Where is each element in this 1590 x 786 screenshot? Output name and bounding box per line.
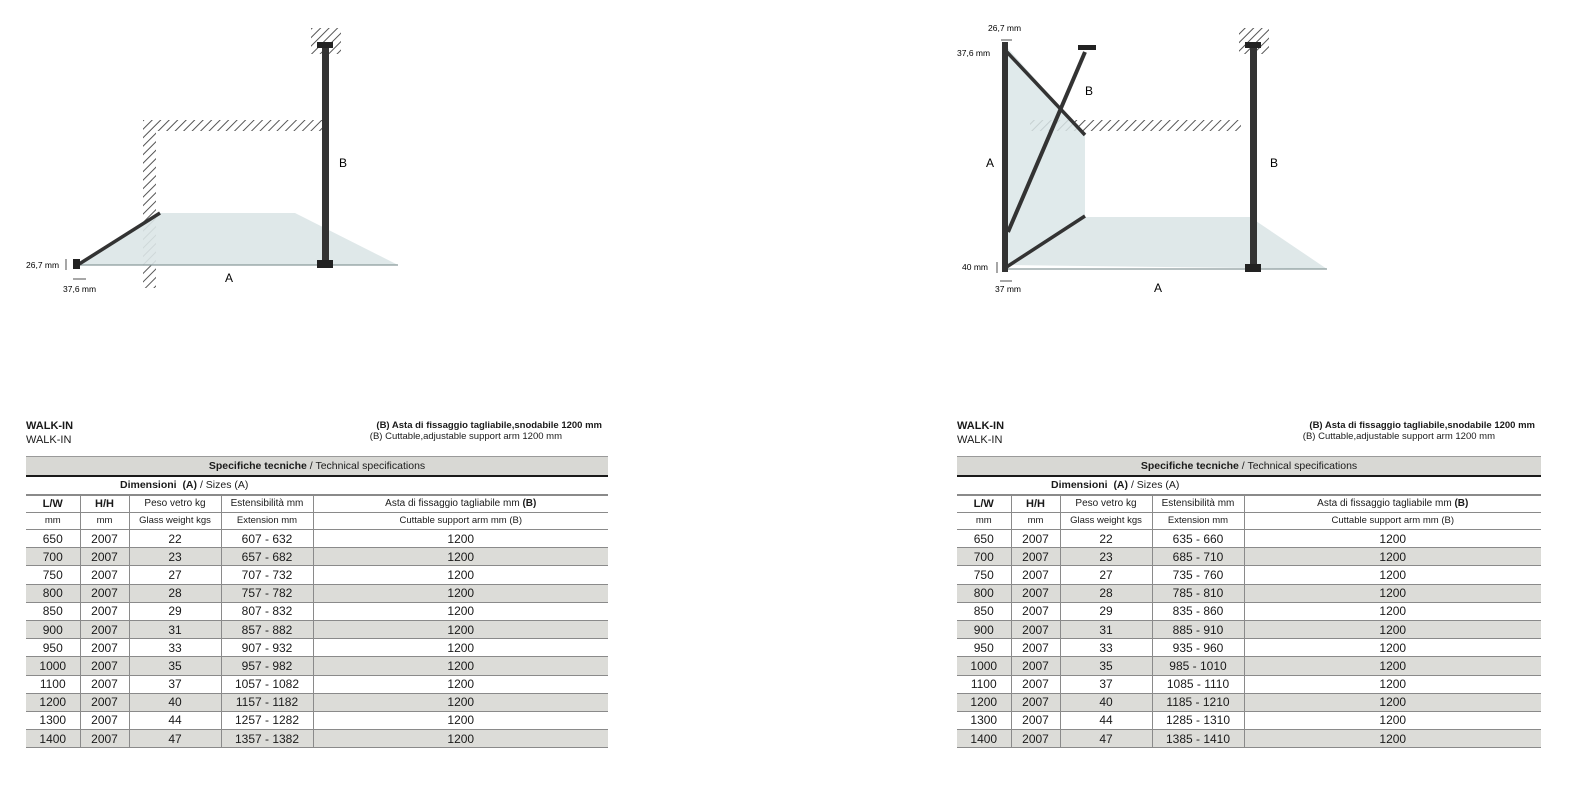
width-cell: 1200 [957, 693, 1011, 711]
glass-weight-cell: 47 [1060, 730, 1152, 748]
right-vertical-rod [1250, 48, 1257, 266]
glass-weight-cell: 37 [1060, 675, 1152, 693]
width-cell: 1000 [26, 657, 80, 675]
glass-weight-cell: 40 [129, 693, 221, 711]
support-arm-cell: 1200 [1244, 530, 1541, 548]
support-arm-cell: 1200 [313, 620, 608, 638]
table-row [26, 639, 608, 657]
width-cell: 1400 [957, 730, 1011, 748]
extension-cell: 885 - 910 [1152, 620, 1244, 638]
table-row [957, 675, 1541, 693]
sizes-title-it: Dimensioni [120, 479, 177, 491]
height-cell: 2007 [1011, 711, 1060, 729]
table-subheader-row [26, 513, 608, 530]
support-arm-cell: 1200 [1244, 584, 1541, 602]
width-cell: 950 [957, 639, 1011, 657]
left-dim-width: 37,6 mm [63, 284, 97, 294]
arm-note-it: (B) Asta di fissaggio tagliabile,snodabile 1200 mm [376, 420, 602, 431]
left-rod-top-mount [317, 42, 333, 48]
sizes-title [957, 477, 1541, 495]
spec-table-body [26, 496, 608, 748]
height-cell: 2007 [1011, 602, 1060, 620]
glass-weight-cell: 31 [1060, 620, 1152, 638]
extension-cell: 1285 - 1310 [1152, 711, 1244, 729]
table-row [26, 602, 608, 620]
right-label-b-diag: B [1085, 84, 1094, 98]
header-cell: H/H [80, 496, 129, 513]
diagram-right [950, 0, 1350, 310]
sizes-title-it: Dimensioni [1051, 479, 1108, 491]
extension-cell: 907 - 932 [221, 639, 313, 657]
height-cell: 2007 [80, 620, 129, 638]
width-cell: 750 [957, 566, 1011, 584]
width-cell: 700 [26, 548, 80, 566]
left-rod-base-clamp [317, 260, 333, 268]
glass-weight-cell: 33 [129, 639, 221, 657]
glass-weight-cell: 22 [129, 530, 221, 548]
subheader-cell: mm [80, 513, 129, 530]
extension-cell: 757 - 782 [221, 584, 313, 602]
right-dim-bottom-height: 40 mm [962, 262, 988, 272]
support-arm-cell: 1200 [313, 584, 608, 602]
header-cell [313, 496, 608, 513]
extension-cell: 807 - 832 [221, 602, 313, 620]
right-rod-base-clamp [1245, 264, 1261, 272]
sizes-title-a: (A) [182, 479, 198, 491]
product-title-en: WALK-IN [26, 434, 72, 446]
support-arm-cell: 1200 [1244, 693, 1541, 711]
glass-weight-cell: 47 [129, 730, 221, 748]
header-cell: Estensibilità mm [221, 496, 313, 513]
height-cell: 2007 [80, 675, 129, 693]
spec-title-it: Specifiche tecniche [208, 460, 307, 472]
right-label-b-right: B [1270, 156, 1279, 170]
height-cell: 2007 [1011, 730, 1060, 748]
diagram-left [0, 0, 460, 310]
width-cell: 850 [957, 602, 1011, 620]
right-arm-top-mount [1078, 45, 1096, 50]
right-rod-top-mount [1245, 42, 1261, 48]
width-cell: 700 [957, 548, 1011, 566]
table-row [26, 566, 608, 584]
height-cell: 2007 [1011, 530, 1060, 548]
arm-note-en: (B) Cuttable,adjustable support arm 1200 mm [369, 431, 562, 442]
support-arm-cell: 1200 [313, 639, 608, 657]
width-cell: 1400 [26, 730, 80, 748]
table-subheader-row [957, 513, 1541, 530]
height-cell: 2007 [1011, 584, 1060, 602]
width-cell: 1000 [957, 657, 1011, 675]
glass-weight-cell: 27 [129, 566, 221, 584]
table-row [26, 711, 608, 729]
extension-cell: 707 - 732 [221, 566, 313, 584]
sizes-title-en: / Sizes (A) [199, 479, 249, 491]
right-dim-top-height: 37,6 mm [957, 48, 991, 58]
width-cell: 1100 [957, 675, 1011, 693]
table-row [957, 730, 1541, 748]
panel-header [26, 418, 608, 456]
glass-weight-cell: 35 [129, 657, 221, 675]
support-arm-cell: 1200 [313, 675, 608, 693]
table-row [26, 730, 608, 748]
product-title-it: WALK-IN [957, 420, 1005, 432]
subheader-cell: mm [26, 513, 80, 530]
glass-weight-cell: 29 [129, 602, 221, 620]
height-cell: 2007 [80, 566, 129, 584]
subheader-cell: Cuttable support arm mm (B) [1244, 513, 1541, 530]
extension-cell: 735 - 760 [1152, 566, 1244, 584]
height-cell: 2007 [80, 639, 129, 657]
spec-table [957, 495, 1541, 748]
extension-cell: 835 - 860 [1152, 602, 1244, 620]
support-arm-cell: 1200 [313, 657, 608, 675]
extension-cell: 1257 - 1282 [221, 711, 313, 729]
extension-cell: 1357 - 1382 [221, 730, 313, 748]
glass-weight-cell: 23 [1060, 548, 1152, 566]
glass-weight-cell: 22 [1060, 530, 1152, 548]
support-arm-cell: 1200 [1244, 620, 1541, 638]
support-arm-cell: 1200 [313, 566, 608, 584]
sizes-title-a: (A) [1113, 479, 1129, 491]
spec-title-en: / Technical specifications [1241, 460, 1358, 472]
support-arm-cell: 1200 [1244, 602, 1541, 620]
table-row [957, 602, 1541, 620]
table-row [26, 620, 608, 638]
glass-weight-cell: 28 [1060, 584, 1152, 602]
right-wall-profile [1002, 42, 1008, 272]
height-cell: 2007 [1011, 566, 1060, 584]
width-cell: 1100 [26, 675, 80, 693]
header-cell-text: Asta di fissaggio tagliabile mm [1317, 498, 1452, 509]
support-arm-cell: 1200 [313, 730, 608, 748]
subheader-cell: mm [1011, 513, 1060, 530]
table-row [26, 657, 608, 675]
header-cell: L/W [26, 496, 80, 513]
width-cell: 900 [26, 620, 80, 638]
table-row [26, 693, 608, 711]
header-cell-b: (B) [1454, 498, 1469, 509]
table-row [957, 584, 1541, 602]
height-cell: 2007 [80, 530, 129, 548]
spec-table-body [957, 496, 1541, 748]
left-wall-bracket [73, 259, 80, 269]
table-row [957, 711, 1541, 729]
support-arm-cell: 1200 [1244, 675, 1541, 693]
product-title-it: WALK-IN [26, 420, 74, 432]
support-arm-cell: 1200 [313, 693, 608, 711]
right-label-a-side: A [986, 156, 995, 170]
height-cell: 2007 [1011, 639, 1060, 657]
right-dim-bottom-width: 37 mm [995, 284, 1021, 294]
extension-cell: 1385 - 1410 [1152, 730, 1244, 748]
support-arm-cell: 1200 [1244, 548, 1541, 566]
extension-cell: 685 - 710 [1152, 548, 1244, 566]
extension-cell: 1185 - 1210 [1152, 693, 1244, 711]
header-cell: H/H [1011, 496, 1060, 513]
header-cell-b: (B) [522, 498, 537, 509]
width-cell: 900 [957, 620, 1011, 638]
height-cell: 2007 [1011, 675, 1060, 693]
subheader-cell: Extension mm [221, 513, 313, 530]
glass-weight-cell: 37 [129, 675, 221, 693]
left-label-a: A [225, 271, 234, 285]
left-vertical-rod [322, 48, 329, 262]
support-arm-cell: 1200 [1244, 566, 1541, 584]
support-arm-cell: 1200 [313, 602, 608, 620]
header-cell: Peso vetro kg [129, 496, 221, 513]
sizes-title [26, 477, 608, 495]
width-cell: 1300 [26, 711, 80, 729]
right-label-a-bottom: A [1154, 281, 1163, 295]
height-cell: 2007 [80, 657, 129, 675]
glass-weight-cell: 35 [1060, 657, 1152, 675]
spec-title-en: / Technical specifications [309, 460, 426, 472]
width-cell: 950 [26, 639, 80, 657]
support-arm-cell: 1200 [1244, 657, 1541, 675]
width-cell: 650 [957, 530, 1011, 548]
panel-header [957, 418, 1541, 456]
header-cell [1244, 496, 1541, 513]
support-arm-cell: 1200 [313, 548, 608, 566]
table-row [26, 548, 608, 566]
left-dim-height: 26,7 mm [26, 260, 60, 270]
glass-weight-cell: 40 [1060, 693, 1152, 711]
subheader-cell: Extension mm [1152, 513, 1244, 530]
glass-weight-cell: 28 [129, 584, 221, 602]
table-row [957, 530, 1541, 548]
table-row [957, 548, 1541, 566]
extension-cell: 1157 - 1182 [221, 693, 313, 711]
table-row [26, 675, 608, 693]
table-row [957, 620, 1541, 638]
extension-cell: 1085 - 1110 [1152, 675, 1244, 693]
glass-weight-cell: 27 [1060, 566, 1152, 584]
glass-weight-cell: 29 [1060, 602, 1152, 620]
table-header-row [957, 496, 1541, 513]
arm-note-en: (B) Cuttable,adjustable support arm 1200 mm [1302, 431, 1495, 442]
spec-title-it: Specifiche tecniche [1140, 460, 1239, 472]
extension-cell: 657 - 682 [221, 548, 313, 566]
subheader-cell: mm [957, 513, 1011, 530]
sizes-title-en: / Sizes (A) [1130, 479, 1180, 491]
width-cell: 1300 [957, 711, 1011, 729]
spec-panel-left [26, 418, 608, 748]
support-arm-cell: 1200 [313, 530, 608, 548]
arm-note-it: (B) Asta di fissaggio tagliabile,snodabile 1200 mm [1309, 420, 1535, 431]
table-row [957, 639, 1541, 657]
height-cell: 2007 [80, 602, 129, 620]
height-cell: 2007 [80, 693, 129, 711]
height-cell: 2007 [1011, 657, 1060, 675]
width-cell: 850 [26, 602, 80, 620]
left-glass-panel [76, 213, 398, 265]
support-arm-cell: 1200 [1244, 711, 1541, 729]
height-cell: 2007 [1011, 620, 1060, 638]
extension-cell: 1057 - 1082 [221, 675, 313, 693]
left-label-b: B [339, 156, 348, 170]
height-cell: 2007 [1011, 693, 1060, 711]
table-row [957, 566, 1541, 584]
glass-weight-cell: 44 [1060, 711, 1152, 729]
support-arm-cell: 1200 [1244, 639, 1541, 657]
extension-cell: 857 - 882 [221, 620, 313, 638]
product-title-en: WALK-IN [957, 434, 1003, 446]
support-arm-cell: 1200 [313, 711, 608, 729]
spec-title-bar [957, 456, 1541, 477]
table-row [957, 657, 1541, 675]
width-cell: 800 [957, 584, 1011, 602]
glass-weight-cell: 44 [129, 711, 221, 729]
table-row [26, 530, 608, 548]
glass-weight-cell: 33 [1060, 639, 1152, 657]
table-row [957, 693, 1541, 711]
width-cell: 1200 [26, 693, 80, 711]
extension-cell: 985 - 1010 [1152, 657, 1244, 675]
height-cell: 2007 [1011, 548, 1060, 566]
header-cell: Estensibilità mm [1152, 496, 1244, 513]
width-cell: 750 [26, 566, 80, 584]
height-cell: 2007 [80, 548, 129, 566]
extension-cell: 785 - 810 [1152, 584, 1244, 602]
spec-panel-right [957, 418, 1541, 748]
extension-cell: 607 - 632 [221, 530, 313, 548]
subheader-cell: Glass weight kgs [1060, 513, 1152, 530]
width-cell: 800 [26, 584, 80, 602]
table-row [26, 584, 608, 602]
right-dim-top-width: 26,7 mm [988, 23, 1022, 33]
support-arm-cell: 1200 [1244, 730, 1541, 748]
spec-title-bar [26, 456, 608, 477]
table-header-row [26, 496, 608, 513]
glass-weight-cell: 23 [129, 548, 221, 566]
subheader-cell: Cuttable support arm mm (B) [313, 513, 608, 530]
header-cell: Peso vetro kg [1060, 496, 1152, 513]
spec-table [26, 495, 608, 748]
extension-cell: 935 - 960 [1152, 639, 1244, 657]
header-cell-text: Asta di fissaggio tagliabile mm [385, 498, 520, 509]
height-cell: 2007 [80, 711, 129, 729]
height-cell: 2007 [80, 584, 129, 602]
glass-weight-cell: 31 [129, 620, 221, 638]
width-cell: 650 [26, 530, 80, 548]
subheader-cell: Glass weight kgs [129, 513, 221, 530]
extension-cell: 957 - 982 [221, 657, 313, 675]
extension-cell: 635 - 660 [1152, 530, 1244, 548]
header-cell: L/W [957, 496, 1011, 513]
height-cell: 2007 [80, 730, 129, 748]
